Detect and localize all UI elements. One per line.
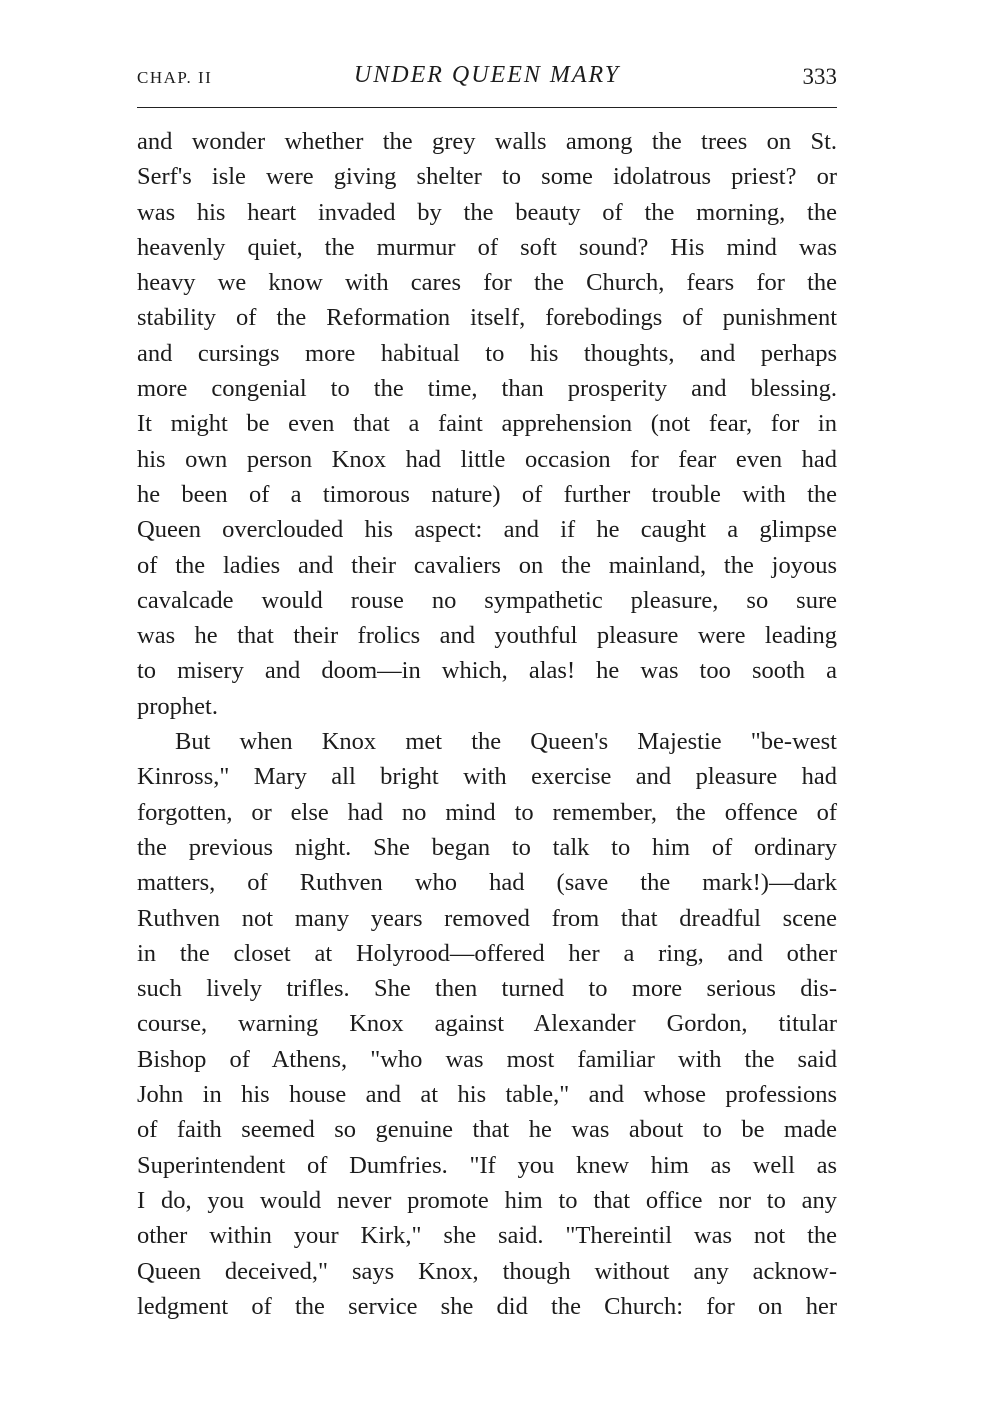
text-line: Serf's isle were giving shelter to some idolatrous priest? or	[137, 163, 837, 191]
chapter-label: CHAP. II	[137, 68, 213, 87]
text-line: his own person Knox had little occasion for fear even had	[137, 445, 837, 473]
text-line: I do, you would never promote him to that office nor to any	[137, 1186, 837, 1214]
text-line: other within your Kirk," she said. "Thereintil was not the	[137, 1222, 837, 1250]
text-line: matters, of Ruthven who had (save the mark!)—dark	[137, 869, 837, 897]
paragraph-end-line: prophet.	[137, 692, 218, 720]
text-line: heavenly quiet, the murmur of soft sound? His mind was	[137, 233, 837, 261]
text-line: Kinross," Mary all bright with exercise and pleasure had	[137, 763, 837, 791]
text-line: It might be even that a faint apprehension (not fear, for in	[137, 410, 837, 438]
text-line: Superintendent of Dumfries. "If you knew him as well as	[137, 1151, 837, 1179]
text-line: heavy we know with cares for the Church, fears for the	[137, 269, 837, 297]
text-line: such lively trifles. She then turned to more serious dis-	[137, 975, 837, 1003]
text-line: John in his house and at his table," and whose professions	[137, 1081, 837, 1109]
paragraph-start-line: But when Knox met the Queen's Majestie "be-west	[175, 728, 837, 756]
text-line: to misery and doom—in which, alas! he was too sooth a	[137, 657, 837, 685]
running-title: UNDER QUEEN MARY	[353, 62, 621, 88]
text-line: cavalcade would rouse no sympathetic pleasure, so sure	[137, 586, 837, 614]
text-line: more congenial to the time, than prosperity and blessing.	[137, 375, 837, 403]
text-line: of faith seemed so genuine that he was about to be made	[137, 1116, 837, 1144]
body-text	[137, 124, 837, 1324]
text-line: and wonder whether the grey walls among the trees on St.	[137, 128, 837, 155]
text-line: stability of the Reformation itself, forebodings of punishment	[137, 304, 837, 332]
text-line: Bishop of Athens, "who was most familiar with the said	[137, 1045, 837, 1073]
text-line: Queen overclouded his aspect: and if he caught a glimpse	[137, 516, 837, 544]
text-line: in the closet at Holyrood—offered her a ring, and other	[137, 939, 837, 967]
page-number: 333	[802, 64, 837, 89]
text-line: was his heart invaded by the beauty of the morning, the	[137, 198, 837, 226]
text-line: of the ladies and their cavaliers on the mainland, the joyous	[137, 551, 837, 579]
text-line: the previous night. She began to talk to him of ordinary	[137, 833, 837, 861]
text-line: forgotten, or else had no mind to remember, the offence of	[137, 798, 837, 826]
running-head	[137, 62, 837, 98]
text-line: was he that their frolics and youthful pleasure were leading	[137, 622, 837, 650]
text-line: and cursings more habitual to his thoughts, and perhaps	[137, 339, 837, 367]
text-line: Ruthven not many years removed from that dreadful scene	[137, 904, 837, 932]
text-line: Queen deceived," says Knox, though without any acknow-	[137, 1257, 837, 1285]
text-line: course, warning Knox against Alexander Gordon, titular	[137, 1010, 837, 1038]
text-line: he been of a timorous nature) of further trouble with the	[137, 480, 837, 508]
text-line: ledgment of the service she did the Church: for on her	[137, 1292, 837, 1320]
header-rule	[137, 107, 837, 108]
